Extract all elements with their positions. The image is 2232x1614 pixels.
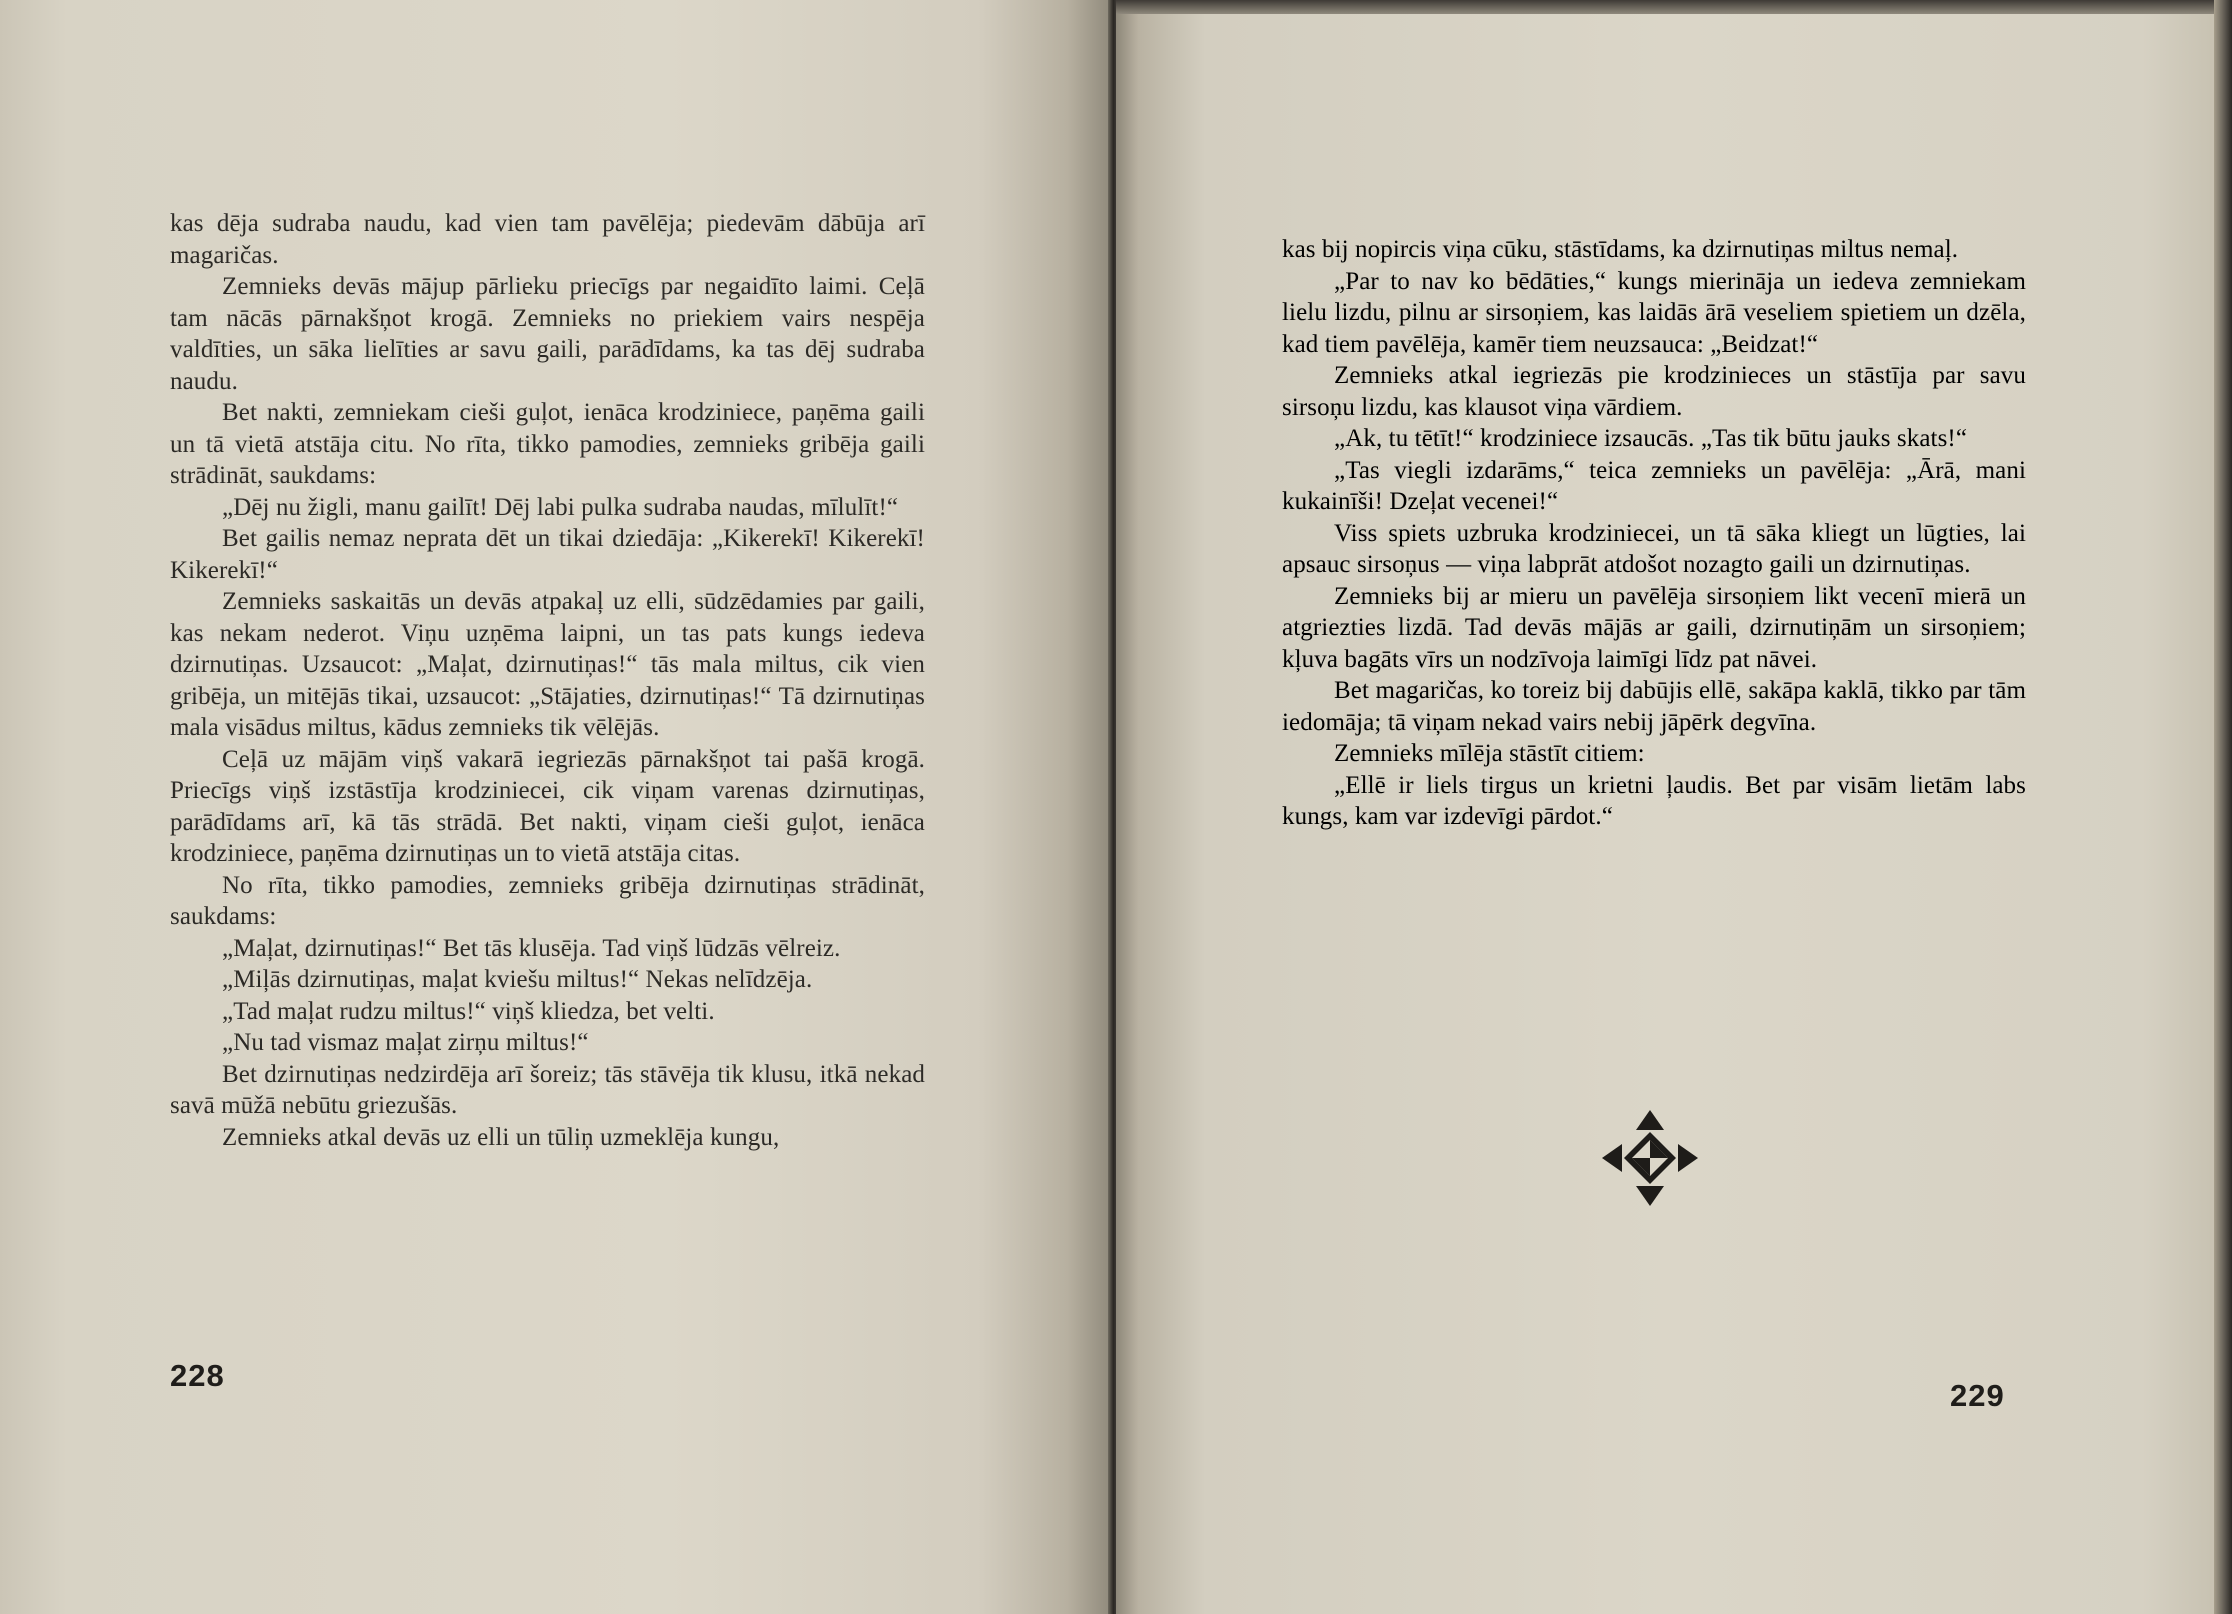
- paragraph: „Maļat, dzirnutiņas!“ Bet tās klusēja. Tad viņš lūdzās vēlreiz.: [222, 934, 841, 962]
- paragraph: „Ellē ir liels tirgus un krietni ļaudis. Bet par visām lietām labs kungs, kam var izdevīgi pārdot.“: [1282, 771, 2026, 830]
- paragraph: Zemnieks devās mājup pārlieku priecīgs par negaidīto laimi. Ceļā tam nācās pārnakšņot krogā. Zemnieks no priekiem vairs nespēja valdīties, un sāka lielīties ar savu gaili, parādīdams, ka tas dēj sudraba naudu.: [170, 273, 925, 395]
- paragraph: „Dēj nu žigli, manu gailīt! Dēj labi pulka sudraba naudas, mīlulīt!“: [222, 493, 899, 521]
- paragraph: Bet dzirnutiņas nedzirdēja arī šoreiz; tās stāvēja tik klusu, itkā nekad savā mūžā nebūtu griezušās.: [170, 1060, 925, 1119]
- paragraph: „Nu tad vismaz maļat zirņu miltus!“: [222, 1029, 589, 1056]
- page-number-right: 229: [1950, 1378, 2005, 1413]
- paragraph: No rīta, tikko pamodies, zemnieks gribēja dzirnutiņas strādināt, saukdams:: [170, 871, 925, 930]
- paragraph: „Ak, tu tētīt!“ krodziniece izsaucās. „Tas tik būtu jauks skats!“: [1334, 425, 1968, 452]
- paragraph: „Par to nav ko bēdāties,“ kungs mierināja un iedeva zemniekam lielu lizdu, pilnu ar sirsoņiem, kas laidās ārā veseliem spietiem un dzēla, kad tiem pavēlēja, kamēr tiem neuzsauca: „Beidzat!“: [1282, 267, 2026, 358]
- paragraph: Viss spiets uzbruka krodziniecei, un tā sāka kliegt un lūgties, lai apsauc sirsoņus — viņa labprāt atdošot nozagto gaili un dzirnutiņas.: [1282, 519, 2026, 578]
- paragraph: Zemnieks atkal devās uz elli un tūliņ uzmeklēja kungu,: [222, 1123, 780, 1151]
- right-page-text: [1282, 234, 2026, 833]
- left-page-text: [170, 208, 925, 1153]
- left-page: [0, 0, 1112, 1614]
- paragraph: Zemnieks bij ar mieru un pavēlēja sirsoņiem likt vecenī mierā un atgriezties lizdā. Tad devās mājās ar gaili, dzirnutiņām un sirsoņiem; kļuva bagāts vīrs un nodzīvoja laimīgi līdz pat nāvei.: [1282, 582, 2026, 673]
- paragraph: „Tas viegli izdarāms,“ teica zemnieks un pavēlēja: „Ārā, mani kukainīši! Dzeļat vecenei!“: [1282, 456, 2026, 515]
- paragraph: Zemnieks atkal iegriezās pie krodzinieces un stāstīja par savu sirsoņu lizdu, kas klausot viņa vārdiem.: [1282, 362, 2026, 421]
- paragraph: kas bij nopircis viņa cūku, stāstīdams, ka dzirnutiņas miltus nemaļ.: [1282, 236, 1959, 263]
- paragraph: Ceļā uz mājām viņš vakarā iegriezās pārnakšņot tai pašā krogā. Priecīgs viņš izstāstīja krodziniecei, cik viņam varenas dzirnutiņas, parādīdams arī, kā tās strādā. Bet nakti, viņam cieši guļot, ienāca krodziniece, paņēma dzirnutiņas un to vietā atstāja citas.: [170, 745, 925, 867]
- page-number-left: 228: [170, 1358, 225, 1393]
- paragraph: „Tad maļat rudzu miltus!“ viņš kliedza, bet velti.: [222, 997, 715, 1025]
- paragraph: Zemnieks saskaitās un devās atpakaļ uz elli, sūdzēdamies par gaili, kas nekam nederot. Viņu uzņēma laipni, un tas pats kungs iedeva dzirnutiņas. Uzsaucot: „Maļat, dzirnutiņas!“ tās mala miltus, cik vien gribēja, un mitējās tikai, uzsaucot: „Stājaties, dzirnutiņas!“ Tā dzirnutiņas mala visādus miltus, kādus zemnieks tik vēlējās.: [170, 588, 925, 741]
- paragraph: Bet gailis nemaz neprata dēt un tikai dziedāja: „Kikerekī! Kikerekī! Kikerekī!“: [170, 525, 925, 584]
- page-top-edge: [1116, 0, 2232, 14]
- paragraph: Bet nakti, zemniekam cieši guļot, ienāca krodziniece, paņēma gaili un tā vietā atstāja citu. No rīta, tikko pamodies, zemnieks gribēja gaili strādināt, saukdams:: [170, 399, 925, 489]
- four-point-star-ornament-icon: [1602, 1110, 1698, 1206]
- paragraph: kas dēja sudraba naudu, kad vien tam pavēlēja; piedevām dābūja arī magaričas.: [170, 210, 925, 269]
- paragraph: „Miļās dzirnutiņas, maļat kviešu miltus!“ Nekas nelīdzēja.: [222, 966, 813, 993]
- book-right-edge: [2214, 0, 2232, 1614]
- paragraph: Bet magaričas, ko toreiz bij dabūjis ellē, sakāpa kaklā, tikko par tām iedomāja; tā viņam nekad vairs nebij jāpērk degvīna.: [1282, 677, 2026, 736]
- paragraph: Zemnieks mīlēja stāstīt citiem:: [1334, 740, 1645, 767]
